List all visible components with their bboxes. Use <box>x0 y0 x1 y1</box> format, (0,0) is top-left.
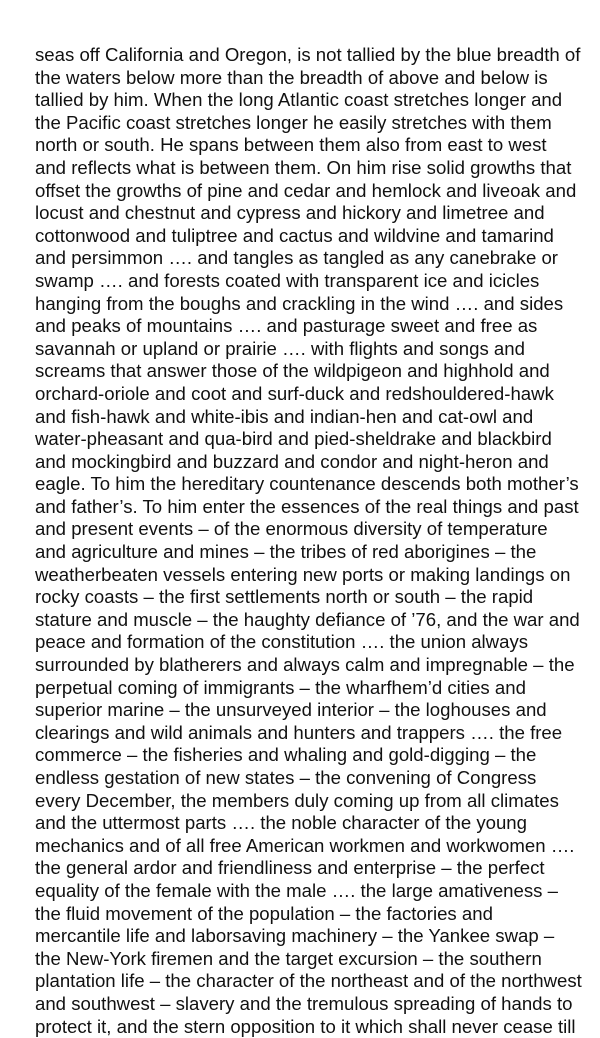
text-line: the Pacific coast stretches longer he easily stretches with them <box>35 111 552 133</box>
text-line: and persimmon …. and tangles as tangled as any canebrake or <box>35 247 559 269</box>
text-line: and agriculture and mines – the tribes of red aborigines – the <box>35 541 537 563</box>
text-line: protect it, and the stern opposition to it which shall never cease till <box>35 1015 576 1037</box>
text-line: plantation life – the character of the northeast and of the northwest <box>35 970 582 992</box>
text-line: seas off California and Oregon, is not tallied by the blue breadth of <box>35 44 581 65</box>
text-line: the New-York firemen and the target excursion – the southern <box>35 947 542 969</box>
text-line: swamp …. and forests coated with transparent ice and icicles <box>35 269 540 291</box>
text-line: eagle. To him the hereditary countenance descends both mother’s <box>35 473 579 495</box>
text-line: superior marine – the unsurveyed interior – the loghouses and <box>35 699 547 721</box>
text-line: north or south. He spans between them also from east to west <box>35 134 547 156</box>
text-line: savannah or upland or prairie …. with flights and songs and <box>35 337 525 359</box>
text-line: equality of the female with the male …. the large amativeness – <box>35 879 558 901</box>
text-line: orchard-oriole and coot and surf-duck and redshouldered-hawk <box>35 382 554 404</box>
text-line: locust and chestnut and cypress and hickory and limetree and <box>35 202 545 224</box>
text-line: weatherbeaten vessels entering new ports or making landings on <box>35 563 571 585</box>
text-line: peace and formation of the constitution …. the union always <box>35 631 529 653</box>
text-line: water-pheasant and qua-bird and pied-sheldrake and blackbird <box>35 428 552 450</box>
text-line: mercantile life and laborsaving machinery – the Yankee swap – <box>35 925 555 947</box>
text-line: cottonwood and tuliptree and cactus and wildvine and tamarind <box>35 224 554 246</box>
text-line: endless gestation of new states – the convening of Congress <box>35 767 537 788</box>
text-line: and peaks of mountains …. and pasturage sweet and free as <box>35 315 538 337</box>
text-line: and mockingbird and buzzard and condor and night-heron and <box>35 450 549 472</box>
text-line: and reflects what is between them. On him rise solid growths that <box>35 156 572 178</box>
text-line: surrounded by blatherers and always calm and impregnable – the <box>35 654 575 676</box>
text-line: every December, the members duly coming up from all climates <box>35 789 559 811</box>
text-line: and the uttermost parts …. the noble character of the young <box>35 812 527 834</box>
text-line: and fish-hawk and white-ibis and indian-hen and cat-owl and <box>35 405 534 427</box>
text-line: commerce – the fisheries and whaling and gold-digging – the <box>35 744 537 766</box>
text-line: the general ardor and friendliness and enterprise – the perfect <box>35 857 545 879</box>
text-line: hanging from the boughs and crackling in the wind …. and sides <box>35 292 564 314</box>
text-line: rocky coasts – the first settlements north or south – the rapid <box>35 586 534 608</box>
document-body <box>35 44 582 1038</box>
text-line: tallied by him. When the long Atlantic coast stretches longer and <box>35 89 563 111</box>
text-line: the waters below more than the breadth of above and below is <box>35 66 548 88</box>
text-line: the fluid movement of the population – the factories and <box>35 902 493 924</box>
text-line: and father’s. To him enter the essences of the real things and past <box>35 495 579 517</box>
text-line: and southwest – slavery and the tremulous spreading of hands to <box>35 992 573 1014</box>
text-line: screams that answer those of the wildpigeon and highhold and <box>35 360 550 382</box>
text-line: clearings and wild animals and hunters and trappers …. the free <box>35 721 563 743</box>
text-line: offset the growths of pine and cedar and hemlock and liveoak and <box>35 179 577 201</box>
text-line: perpetual coming of immigrants – the wharfhem’d cities and <box>35 676 526 698</box>
text-line: and present events – of the enormous diversity of temperature <box>35 518 548 540</box>
text-line: mechanics and of all free American workmen and workwomen …. <box>35 834 575 856</box>
text-line: stature and muscle – the haughty defiance of ’76, and the war and <box>35 608 580 630</box>
